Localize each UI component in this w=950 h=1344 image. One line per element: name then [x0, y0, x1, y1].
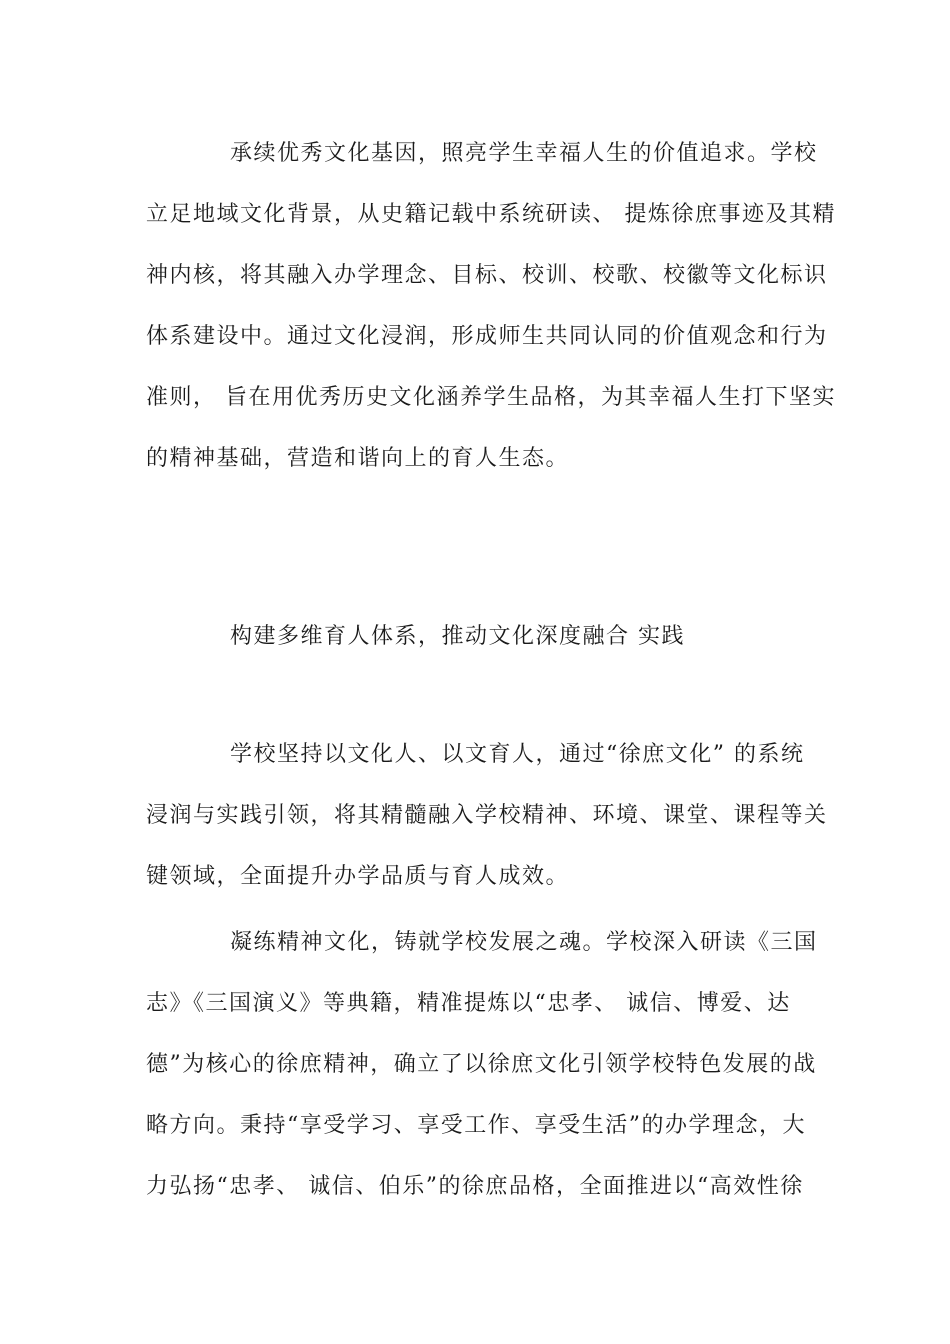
paragraph-line: 立足地域文化背景，从史籍记载中系统研读、 提炼徐庶事迹及其精	[146, 202, 836, 227]
paragraph-line: 略方向。秉持“享受学习、享受工作、享受生活”的办学理念，大	[146, 1113, 806, 1138]
paragraph-spirit-culture	[146, 912, 818, 1217]
section-heading: 构建多维育人体系，推动文化深度融合 实践	[230, 624, 685, 649]
paragraph-line: 力弘扬“忠孝、 诚信、伯乐”的徐庶品格，全面推进以“高效性徐	[146, 1174, 804, 1199]
paragraph-line: 浸润与实践引领，将其精髓融入学校精神、环境、课堂、课程等关	[146, 803, 828, 828]
paragraph-line: 德”为核心的徐庶精神，确立了以徐庶文化引领学校特色发展的战	[146, 1052, 817, 1077]
paragraph-line: 的精神基础，营造和谐向上的育人生态。	[146, 446, 570, 471]
paragraph-line: 学校坚持以文化人、以文育人，通过“徐庶文化” 的系统	[230, 742, 805, 767]
paragraph-line: 体系建设中。通过文化浸润，形成师生共同认同的价值观念和行为	[146, 324, 828, 349]
paragraph-line: 承续优秀文化基因，照亮学生幸福人生的价值追求。学校	[230, 141, 818, 166]
paragraph-line: 志》《三国演义》等典籍，精准提炼以“忠孝、 诚信、博爱、达	[146, 991, 791, 1016]
paragraph-culture-gene	[146, 123, 836, 489]
paragraph-line: 神内核，将其融入办学理念、目标、校训、校歌、校徽等文化标识	[146, 263, 828, 288]
paragraph-line: 凝练精神文化，铸就学校发展之魂。学校深入研读《三国	[230, 930, 818, 955]
paragraph-system-intro	[146, 724, 828, 907]
paragraph-line: 键领域，全面提升办学品质与育人成效。	[146, 864, 570, 889]
paragraph-line: 准则， 旨在用优秀历史文化涵养学生品格，为其幸福人生打下坚实	[146, 385, 836, 410]
